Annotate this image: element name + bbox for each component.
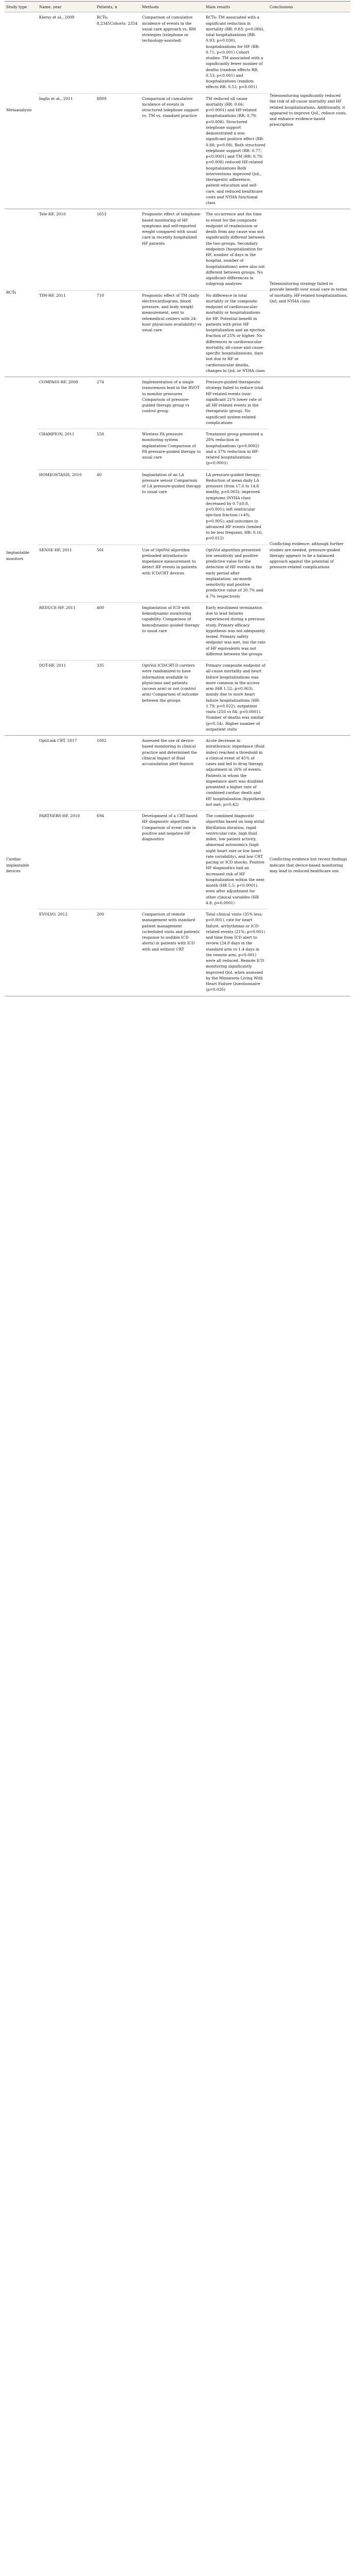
results-cell: TM reduced all cause mortality (RR: 0.66; p<0.0001) and HF-related hospitalizations (RR: 0.79; p=0.008). Structured telephone support demonstrated a non-significant positive effect (RR: 0.88; p=0.08). Both structured telephone support (RR: 0.77; p<0.0001) and TM (RR: 0.79; p=0.008) reduced HF-related hospitalizations Both interventions improved QoL, therapeutic adherence, patient education and self-care, and reduced healthcare costs and NYHA functional class — [206, 96, 265, 205]
results-cell: Treatment group presented a 28% reduction in hospitalizations (p=0.0002) and a 37% reduction in HF-related hospitalizations (p<0.0001) — [206, 432, 263, 466]
methods-cell: Implantation of an LA pressure sensor Comparison of LA pressure-guided therapy to usual care — [142, 472, 201, 495]
study-type-cell: RCTs — [6, 290, 16, 295]
header-study-type: Study type — [5, 2, 38, 12]
results-cell: OptiVol algorithm presented low sensitivity and positive predictive value for the detection of HF events in the early period after implantation: six-month sensitivity and positive predictive value of 20.7% and 4.7% respectively — [206, 547, 263, 599]
conclusion-cell: Conflicting evidence but recent findings indicate that device-based monitoring may lead to reduced healthcare use — [270, 857, 347, 873]
conclusion-cell: Telemonitoring significantly reduced the risk of all-cause mortality and HF related hospitalizations. Additionally, it appeared to improve QoL, reduce costs, and enhance evidence-based prescription — [270, 93, 347, 127]
header-main-results: Main results — [204, 2, 268, 12]
methods-cell: OptiVol ICD/CRT-D carriers were randomized to have information available to physicians and patients (access arm) or not (control arm) Comparison of outcome between the groups — [142, 663, 199, 703]
name-year-cell: Inglis et al., 2011 — [39, 96, 73, 101]
name-year-cell: COMPASS-HF, 2008 — [39, 380, 78, 384]
name-year-cell: EVOLVO, 2012 — [39, 912, 68, 917]
patients-cell: 550 — [97, 432, 104, 436]
name-year-cell: REDUCE-HF, 2011 — [39, 605, 76, 610]
patients-cell: 694 — [97, 814, 104, 818]
name-year-cell: CHAMPION, 2011 — [39, 432, 75, 436]
table-row — [5, 377, 350, 429]
results-cell: RCTs: TM associated with a significant reduction in mortality (RR: 0.83; p=0.006), total hospitalizations (RR: 0.93; p=0.030), hospitalizations for HF (RR: 0.71; p<0.001) Cohort studies: TM associated with a significantly fewer number of deaths (random effects RR: 0.53; p<0.001) and hospitalizations (random effects RR: 0.52; p<0.001) — [206, 15, 265, 90]
methods-cell: Comparison of remote management with standard patient management (scheduled visits and patients' response to audible ICD alerts) in patients with ICD with and without CRT — [142, 912, 201, 952]
study-type-cell: Metaanalysis — [6, 108, 32, 113]
table-row — [5, 209, 350, 290]
header-row — [5, 2, 350, 12]
table-row — [5, 12, 350, 93]
header-patients: Patients, n — [95, 2, 140, 12]
patients-cell: 335 — [97, 663, 104, 668]
conclusion-cell: Conflicting evidence: although further studies are needed, pressure-guided therapy appears to be a balanced approach against the potential of pressure-related complications — [270, 541, 344, 570]
table-row — [5, 736, 350, 811]
results-cell: Early enrollment termination due to lead failures experienced during a previous study. Primary efficacy hypothesis was not adequately tested. Primary safety endpoint was met, but the rate of HF equivalents was not different between the groups — [206, 605, 265, 656]
results-cell: No difference in total mortality or the composite endpoint of cardiovascular mortality or hospitalizations for HF. Potential benefit in patients with prior HF hospitalization and an ejection fraction of 25% or higher. No differences in cardiovascular mortality, all-cause and cause-specific hospitalizations, days lost due to HF or cardiovascular deaths, changes in QoL or NYHA class — [206, 293, 265, 373]
results-cell: Acute decrease in intrathoracic impedance (fluid index) reached a threshold in a clinical event of 45% of cases and led to drug therapy adjustment in 26% of events. Patients in whom the impedance alert was disabled presented a higher rate of combined cardiac death and HF hospitalization (hypothesis not met; p=0.42) — [206, 738, 265, 807]
methods-cell: Comparison of cumulative incidence of events in structured telephone support vs. TM vs. standard practice — [142, 96, 199, 118]
results-cell: Pressure-guided therapeutic strategy failed to reduce total HF-related events (non-significant 21% lower rate of all HF-related events in the therapeutic group). No significant system-related complications — [206, 380, 263, 425]
patients-cell: 710 — [97, 293, 104, 298]
patients-cell: 400 — [97, 605, 104, 610]
conclusion-cell: Telemonitoring strategy failed to provide benefit over usual care in terms of mortality, HF-related hospitalizations, QoL and NYHA class — [270, 281, 348, 303]
patients-cell: 501 — [97, 547, 104, 552]
name-year-cell: OptiLink CRT, 2017 — [39, 738, 77, 743]
patients-cell: RCTs: 8,2345Cohorts: 2354 — [97, 15, 138, 26]
methods-cell: Prognostic effect of telephone-based monitoring of HF symptoms and self-reported weight compared with usual care in recently hospitalized HF patients — [142, 212, 202, 246]
results-cell: Total clinical visits (35% less; p<0.001), rate for heart failure, arrhythmias or ICD-related events (21%; p=0.001) and time from ICD alert to review (24.8 days in the standard arm vs 1.4 days in the remote arm, p<0.001) were all reduced. Remote ICD monitoring significantly improved QoL when assessed by the Minnesota Living With Heart Failure Questionnaire (p=0.026) — [206, 912, 265, 992]
methods-cell: Implementation of a single transvenous lead in the RVOT to monitor pressures Comparison of pressure-guided therapy group vs control group — [142, 380, 200, 414]
name-year-cell: Tele-HF, 2010 — [39, 212, 66, 217]
results-cell: The occurrence and the time to event for the composite endpoint of readmission or death from any cause was not significantly different between the two groups. Secondary endpoints (hospitalization for HF, number of days in the hospital, number of hospitalizations) were also not different between groups. No significant differences in subgroup analyses — [206, 212, 265, 286]
patients-cell: 1653 — [97, 212, 106, 217]
methods-cell: Use of OptiVol algorithm preloaded intrathoracic impedance measurement to detect HF events in patients with ICD/CRT devices — [142, 547, 197, 575]
methods-cell: Implantation of ICD with hemodynamic monitoring capability. Comparison of hemodynamic-guided therapy to usual care — [142, 605, 200, 633]
patients-cell: 1002 — [97, 738, 106, 743]
methods-cell: Wireless PA pressure monitoring system implantation Comparison of PA pressure-guided therapy to usual care — [142, 432, 201, 460]
methods-cell: Prognostic effect of TM (daily electrocardiogram, blood pressure, and body weight measurement, sent to telemedical centers with 24-hour physicians availability) vs usual care — [142, 293, 202, 332]
results-cell: Primary composite endpoint of all-cause mortality and heart failure hospitalizations was more common in the access arm (HR 1.52; p=0.063), mainly due to more heart failure hospitalizations (HR: 1.79; p=0.022), outpatient visits (250 vs 84; p<0.0001). Number of deaths was similar (p=0.54). Higher number of outpatient visits — [206, 663, 265, 732]
study-type-cell: Cardiac implantable devices — [6, 857, 29, 873]
name-year-cell: Klersy et al., 2009 — [39, 15, 75, 20]
patients-cell: 40 — [97, 472, 102, 477]
study-type-cell: Implantable monitors — [6, 550, 30, 561]
results-cell: The combined diagnostic algorithm based on long atrial fibrillation duration, rapid ventricular rate, high fluid index, low patient activity, abnormal autonomics (high night heart rate or low heart rate variability), and low CRT pacing or ICD shocks. Positive HF diagnostics had an increased risk of HF hospitalization within the next month (HR 5.5; p<0.0001), even after adjustment for other clinical variables (HR 4.8, p=0.0001) — [206, 814, 265, 905]
header-conclusions: Conclusions — [268, 2, 350, 12]
patients-cell: 8809 — [97, 96, 106, 101]
name-year-cell: DOT-HF, 2011 — [39, 663, 66, 668]
name-year-cell: PARTNERS-HF, 2010 — [39, 814, 80, 818]
name-year-cell: HOMEOSTASIS, 2010 — [39, 472, 82, 477]
studies-table — [5, 1, 350, 996]
header-name-year: Name, year — [38, 2, 95, 12]
header-methods: Methods — [140, 2, 204, 12]
name-year-cell: SENSE-HF, 2011 — [39, 547, 72, 552]
methods-cell: Assessed the use of device-based monitoring in clinical practice and determined the clinical impact of fluid accumulation alert feature — [142, 738, 197, 766]
methods-cell: Comparison of cumulative incidence of events in the usual care approach vs. RM strategies (telephone or technology-assisted) — [142, 15, 196, 43]
results-cell: LA pressure-guided therapy: Reduction of mean daily LA pressure (from 17.6 to 14.8 mmHg, p=0.003); improved symptoms (NYHA class decreased by 0.7±0.8, p<0.001); left ventricular ejection fraction (+4%, p=0.005); and outcomes in advanced HF events (tended to be less frequent; HR: 0.16, p=0.012) — [206, 472, 263, 541]
patients-cell: 274 — [97, 380, 104, 384]
name-year-cell: TIM-HF, 2011 — [39, 293, 66, 298]
methods-cell: Development of a CRT-based HF diagnostic algorithm Comparison of event rate in positive and negative HF diagnostics — [142, 814, 198, 841]
patients-cell: 200 — [97, 912, 104, 917]
